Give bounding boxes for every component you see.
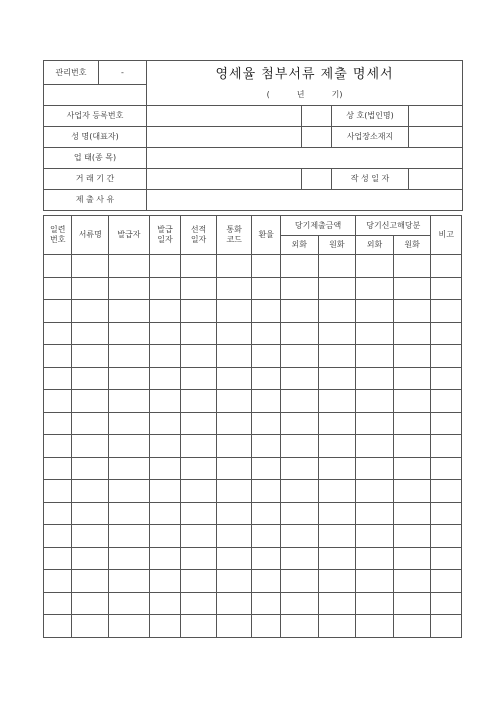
table-cell[interactable] bbox=[44, 412, 72, 435]
table-cell[interactable] bbox=[44, 480, 72, 503]
table-cell[interactable] bbox=[356, 525, 394, 548]
table-cell[interactable] bbox=[72, 367, 109, 390]
col-ship-date bbox=[181, 216, 217, 255]
table-cell[interactable] bbox=[431, 322, 462, 345]
table-cell[interactable] bbox=[149, 390, 181, 413]
table-cell[interactable] bbox=[252, 615, 280, 638]
table-cell[interactable] bbox=[318, 570, 356, 593]
table-cell[interactable] bbox=[393, 277, 431, 300]
table-cell[interactable] bbox=[280, 412, 318, 435]
table-cell[interactable] bbox=[44, 525, 72, 548]
table-cell[interactable] bbox=[431, 345, 462, 368]
table-cell[interactable] bbox=[181, 300, 217, 323]
table-row bbox=[44, 615, 462, 638]
table-row bbox=[44, 255, 462, 278]
table-cell[interactable] bbox=[72, 345, 109, 368]
table-cell[interactable] bbox=[149, 457, 181, 480]
table-cell[interactable] bbox=[109, 412, 150, 435]
table-cell[interactable] bbox=[356, 480, 394, 503]
table-row bbox=[44, 457, 462, 480]
table-cell[interactable] bbox=[44, 592, 72, 615]
table-cell[interactable] bbox=[252, 457, 280, 480]
table-cell[interactable] bbox=[280, 457, 318, 480]
table-cell[interactable] bbox=[318, 615, 356, 638]
table-cell[interactable] bbox=[318, 255, 356, 278]
table-cell[interactable] bbox=[181, 480, 217, 503]
table-cell[interactable] bbox=[318, 592, 356, 615]
table-cell[interactable] bbox=[431, 592, 462, 615]
year-open: ( bbox=[266, 89, 270, 99]
table-cell[interactable] bbox=[149, 570, 181, 593]
table-cell[interactable] bbox=[280, 525, 318, 548]
col-currency-label: 통화 코드 bbox=[226, 225, 242, 244]
table-cell[interactable] bbox=[44, 345, 72, 368]
biz-address-label: 사업장소재지 bbox=[332, 127, 409, 147]
col-report-won: 원화 bbox=[393, 236, 431, 255]
col-serial-label: 일련 번호 bbox=[50, 225, 66, 244]
table-cell[interactable] bbox=[252, 277, 280, 300]
table-cell[interactable] bbox=[149, 322, 181, 345]
table-cell[interactable] bbox=[280, 322, 318, 345]
table-cell[interactable] bbox=[318, 502, 356, 525]
table-cell[interactable] bbox=[44, 435, 72, 458]
table-cell[interactable] bbox=[393, 525, 431, 548]
table-cell[interactable] bbox=[356, 345, 394, 368]
table-cell[interactable] bbox=[181, 525, 217, 548]
table-cell[interactable] bbox=[216, 547, 252, 570]
table-cell[interactable] bbox=[318, 277, 356, 300]
table-row bbox=[44, 300, 462, 323]
table-cell[interactable] bbox=[216, 345, 252, 368]
table-cell[interactable] bbox=[393, 615, 431, 638]
table-cell[interactable] bbox=[149, 525, 181, 548]
table-cell[interactable] bbox=[72, 255, 109, 278]
table-cell[interactable] bbox=[393, 322, 431, 345]
table-cell[interactable] bbox=[393, 570, 431, 593]
col-doc-name: 서류명 bbox=[72, 216, 109, 255]
year-label: 년 bbox=[296, 89, 305, 99]
rep-name-field[interactable] bbox=[147, 126, 302, 147]
table-cell[interactable] bbox=[252, 255, 280, 278]
biz-reg-no-field[interactable] bbox=[147, 105, 302, 126]
table-cell[interactable] bbox=[216, 300, 252, 323]
table-cell[interactable] bbox=[72, 547, 109, 570]
table-cell[interactable] bbox=[44, 322, 72, 345]
reason-label: 제 출 사 유 bbox=[44, 189, 147, 210]
table-cell[interactable] bbox=[109, 502, 150, 525]
table-cell[interactable] bbox=[181, 502, 217, 525]
table-cell[interactable] bbox=[216, 435, 252, 458]
write-date-field[interactable] bbox=[409, 169, 463, 189]
table-cell[interactable] bbox=[280, 592, 318, 615]
table-cell[interactable] bbox=[181, 412, 217, 435]
biz-reg-no-label: 사업자 등록번호 bbox=[44, 105, 147, 126]
table-cell[interactable] bbox=[252, 390, 280, 413]
table-cell[interactable] bbox=[356, 570, 394, 593]
table-cell[interactable] bbox=[280, 367, 318, 390]
table-cell[interactable] bbox=[318, 457, 356, 480]
table-cell[interactable] bbox=[149, 502, 181, 525]
table-cell[interactable] bbox=[149, 592, 181, 615]
table-cell[interactable] bbox=[393, 480, 431, 503]
table-cell[interactable] bbox=[72, 390, 109, 413]
table-cell[interactable] bbox=[72, 570, 109, 593]
table-cell[interactable] bbox=[72, 277, 109, 300]
table-cell[interactable] bbox=[393, 390, 431, 413]
table-cell[interactable] bbox=[252, 322, 280, 345]
col-issue-date-label: 발급 일자 bbox=[157, 225, 173, 244]
table-cell[interactable] bbox=[181, 435, 217, 458]
mgmt-number-label: 관리번호 bbox=[44, 61, 99, 85]
table-cell[interactable] bbox=[216, 277, 252, 300]
table-cell[interactable] bbox=[149, 615, 181, 638]
table-cell[interactable] bbox=[181, 322, 217, 345]
table-cell[interactable] bbox=[216, 367, 252, 390]
period-label: 기) bbox=[331, 89, 343, 99]
table-cell[interactable] bbox=[44, 367, 72, 390]
table-row bbox=[44, 390, 462, 413]
col-rate: 환율 bbox=[252, 216, 280, 255]
col-report-foreign: 외화 bbox=[356, 236, 394, 255]
col-submit-foreign: 외화 bbox=[280, 236, 318, 255]
table-cell[interactable] bbox=[280, 615, 318, 638]
table-row bbox=[44, 570, 462, 593]
table-cell[interactable] bbox=[393, 412, 431, 435]
table-cell[interactable] bbox=[149, 345, 181, 368]
table-cell[interactable] bbox=[72, 502, 109, 525]
table-cell[interactable] bbox=[280, 255, 318, 278]
table-cell[interactable] bbox=[356, 435, 394, 458]
trade-name-field[interactable] bbox=[409, 106, 463, 126]
documents-table bbox=[43, 215, 462, 638]
table-cell[interactable] bbox=[72, 525, 109, 548]
table-cell[interactable] bbox=[356, 592, 394, 615]
table-cell[interactable] bbox=[356, 412, 394, 435]
year-period[interactable] bbox=[147, 84, 463, 105]
table-cell[interactable] bbox=[393, 457, 431, 480]
table-row bbox=[44, 322, 462, 345]
table-cell[interactable] bbox=[109, 525, 150, 548]
table-cell[interactable] bbox=[109, 367, 150, 390]
table-cell[interactable] bbox=[216, 592, 252, 615]
table-cell[interactable] bbox=[252, 502, 280, 525]
table-cell[interactable] bbox=[280, 480, 318, 503]
col-current-report: 당기신고해당분 bbox=[356, 216, 431, 236]
table-cell[interactable] bbox=[44, 300, 72, 323]
table-cell[interactable] bbox=[181, 367, 217, 390]
table-cell[interactable] bbox=[318, 367, 356, 390]
table-cell[interactable] bbox=[216, 322, 252, 345]
table-cell[interactable] bbox=[431, 615, 462, 638]
table-cell[interactable] bbox=[318, 345, 356, 368]
trade-period-label: 거 래 기 간 bbox=[44, 168, 147, 189]
table-cell[interactable] bbox=[431, 412, 462, 435]
table-cell[interactable] bbox=[149, 255, 181, 278]
table-cell[interactable] bbox=[181, 255, 217, 278]
table-cell[interactable] bbox=[431, 435, 462, 458]
table-cell[interactable] bbox=[44, 502, 72, 525]
table-row bbox=[44, 547, 462, 570]
table-cell[interactable] bbox=[252, 300, 280, 323]
header-blank bbox=[44, 84, 147, 105]
biz-type-field[interactable] bbox=[147, 147, 463, 168]
table-cell[interactable] bbox=[109, 345, 150, 368]
table-cell[interactable] bbox=[109, 277, 150, 300]
table-cell[interactable] bbox=[72, 480, 109, 503]
table-cell[interactable] bbox=[393, 547, 431, 570]
table-cell[interactable] bbox=[280, 547, 318, 570]
table-cell[interactable] bbox=[356, 300, 394, 323]
form-title: 영세율 첨부서류 제출 명세서 bbox=[147, 61, 463, 85]
table-row bbox=[44, 480, 462, 503]
table-cell[interactable] bbox=[356, 615, 394, 638]
table-cell[interactable] bbox=[356, 502, 394, 525]
table-row bbox=[44, 525, 462, 548]
write-date-label: 작 성 일 자 bbox=[332, 169, 409, 189]
table-cell[interactable] bbox=[44, 390, 72, 413]
table-cell[interactable] bbox=[109, 322, 150, 345]
trade-name-label: 상 호(법인명) bbox=[332, 106, 409, 126]
table-cell[interactable] bbox=[181, 277, 217, 300]
mgmt-number-value[interactable]: - bbox=[99, 61, 147, 85]
table-cell[interactable] bbox=[431, 570, 462, 593]
table-cell[interactable] bbox=[109, 435, 150, 458]
table-cell[interactable] bbox=[280, 502, 318, 525]
table-cell[interactable] bbox=[431, 480, 462, 503]
table-cell[interactable] bbox=[109, 300, 150, 323]
table-cell[interactable] bbox=[72, 300, 109, 323]
rep-name-label: 성 명(대표자) bbox=[44, 126, 147, 147]
table-cell[interactable] bbox=[252, 592, 280, 615]
table-cell[interactable] bbox=[149, 367, 181, 390]
table-cell[interactable] bbox=[393, 502, 431, 525]
table-cell[interactable] bbox=[318, 525, 356, 548]
table-cell[interactable] bbox=[393, 435, 431, 458]
table-cell[interactable] bbox=[280, 570, 318, 593]
table-cell[interactable] bbox=[356, 390, 394, 413]
table-cell[interactable] bbox=[356, 255, 394, 278]
table-row bbox=[44, 367, 462, 390]
table-cell[interactable] bbox=[431, 277, 462, 300]
table-cell[interactable] bbox=[216, 255, 252, 278]
table-cell[interactable] bbox=[149, 435, 181, 458]
table-cell[interactable] bbox=[318, 390, 356, 413]
trade-period-field[interactable] bbox=[147, 168, 302, 189]
table-cell[interactable] bbox=[72, 592, 109, 615]
table-cell[interactable] bbox=[72, 615, 109, 638]
table-cell[interactable] bbox=[356, 457, 394, 480]
table-cell[interactable] bbox=[393, 367, 431, 390]
col-note: 비고 bbox=[431, 216, 462, 255]
table-cell[interactable] bbox=[44, 277, 72, 300]
table-cell[interactable] bbox=[72, 322, 109, 345]
table-cell[interactable] bbox=[252, 525, 280, 548]
table-cell[interactable] bbox=[181, 390, 217, 413]
table-cell[interactable] bbox=[216, 480, 252, 503]
table-cell[interactable] bbox=[44, 547, 72, 570]
col-serial bbox=[44, 216, 72, 255]
table-cell[interactable] bbox=[318, 480, 356, 503]
table-cell[interactable] bbox=[72, 457, 109, 480]
table-cell[interactable] bbox=[44, 615, 72, 638]
table-cell[interactable] bbox=[280, 277, 318, 300]
table-row bbox=[44, 502, 462, 525]
table-cell[interactable] bbox=[280, 345, 318, 368]
table-cell[interactable] bbox=[356, 547, 394, 570]
table-cell[interactable] bbox=[431, 525, 462, 548]
table-cell[interactable] bbox=[44, 570, 72, 593]
table-cell[interactable] bbox=[252, 345, 280, 368]
table-cell[interactable] bbox=[109, 390, 150, 413]
table-cell[interactable] bbox=[318, 547, 356, 570]
col-ship-date-label: 선적 일자 bbox=[190, 225, 207, 244]
col-submit-won: 원화 bbox=[318, 236, 356, 255]
col-issue-date bbox=[149, 216, 181, 255]
table-cell[interactable] bbox=[149, 547, 181, 570]
table-cell[interactable] bbox=[356, 322, 394, 345]
table-cell[interactable] bbox=[252, 480, 280, 503]
table-cell[interactable] bbox=[109, 255, 150, 278]
table-cell[interactable] bbox=[72, 412, 109, 435]
table-row bbox=[44, 592, 462, 615]
table-cell[interactable] bbox=[216, 570, 252, 593]
table-cell[interactable] bbox=[216, 615, 252, 638]
table-cell[interactable] bbox=[109, 570, 150, 593]
table-cell[interactable] bbox=[280, 435, 318, 458]
table-cell[interactable] bbox=[393, 592, 431, 615]
table-cell[interactable] bbox=[252, 367, 280, 390]
table-cell[interactable] bbox=[431, 300, 462, 323]
col-currency bbox=[216, 216, 252, 255]
table-cell[interactable] bbox=[216, 390, 252, 413]
table-cell[interactable] bbox=[109, 547, 150, 570]
table-cell[interactable] bbox=[393, 345, 431, 368]
form-header-table bbox=[43, 60, 463, 211]
col-issuer: 발급자 bbox=[109, 216, 150, 255]
table-cell[interactable] bbox=[252, 547, 280, 570]
table-cell[interactable] bbox=[280, 390, 318, 413]
table-body bbox=[44, 255, 462, 638]
table-cell[interactable] bbox=[216, 412, 252, 435]
table-cell[interactable] bbox=[431, 390, 462, 413]
table-cell[interactable] bbox=[393, 300, 431, 323]
table-cell[interactable] bbox=[149, 480, 181, 503]
table-row bbox=[44, 345, 462, 368]
table-cell[interactable] bbox=[393, 255, 431, 278]
table-cell[interactable] bbox=[252, 435, 280, 458]
table-cell[interactable] bbox=[181, 457, 217, 480]
table-row bbox=[44, 435, 462, 458]
biz-type-label: 업 태(종 목) bbox=[44, 147, 147, 168]
biz-address-field[interactable] bbox=[409, 127, 463, 147]
col-current-submit: 당기제출금액 bbox=[280, 216, 355, 236]
table-cell[interactable] bbox=[109, 480, 150, 503]
table-row bbox=[44, 277, 462, 300]
table-cell[interactable] bbox=[431, 457, 462, 480]
reason-field[interactable] bbox=[147, 189, 463, 210]
table-cell[interactable] bbox=[318, 322, 356, 345]
table-cell[interactable] bbox=[318, 300, 356, 323]
table-cell[interactable] bbox=[44, 255, 72, 278]
table-cell[interactable] bbox=[216, 525, 252, 548]
table-cell[interactable] bbox=[149, 277, 181, 300]
table-cell[interactable] bbox=[109, 615, 150, 638]
table-cell[interactable] bbox=[72, 435, 109, 458]
table-cell[interactable] bbox=[356, 277, 394, 300]
table-cell[interactable] bbox=[149, 412, 181, 435]
table-cell[interactable] bbox=[216, 502, 252, 525]
table-cell[interactable] bbox=[356, 367, 394, 390]
table-cell[interactable] bbox=[181, 592, 217, 615]
table-cell[interactable] bbox=[44, 457, 72, 480]
table-row bbox=[44, 412, 462, 435]
table-cell[interactable] bbox=[109, 592, 150, 615]
table-cell[interactable] bbox=[252, 412, 280, 435]
table-cell[interactable] bbox=[318, 435, 356, 458]
table-cell[interactable] bbox=[431, 502, 462, 525]
table-cell[interactable] bbox=[181, 547, 217, 570]
table-cell[interactable] bbox=[431, 367, 462, 390]
table-cell[interactable] bbox=[431, 547, 462, 570]
table-cell[interactable] bbox=[181, 615, 217, 638]
table-cell[interactable] bbox=[181, 570, 217, 593]
table-cell[interactable] bbox=[252, 570, 280, 593]
table-cell[interactable] bbox=[431, 255, 462, 278]
table-cell[interactable] bbox=[149, 300, 181, 323]
table-cell[interactable] bbox=[216, 457, 252, 480]
table-cell[interactable] bbox=[109, 457, 150, 480]
table-cell[interactable] bbox=[280, 300, 318, 323]
table-cell[interactable] bbox=[318, 412, 356, 435]
table-cell[interactable] bbox=[181, 345, 217, 368]
